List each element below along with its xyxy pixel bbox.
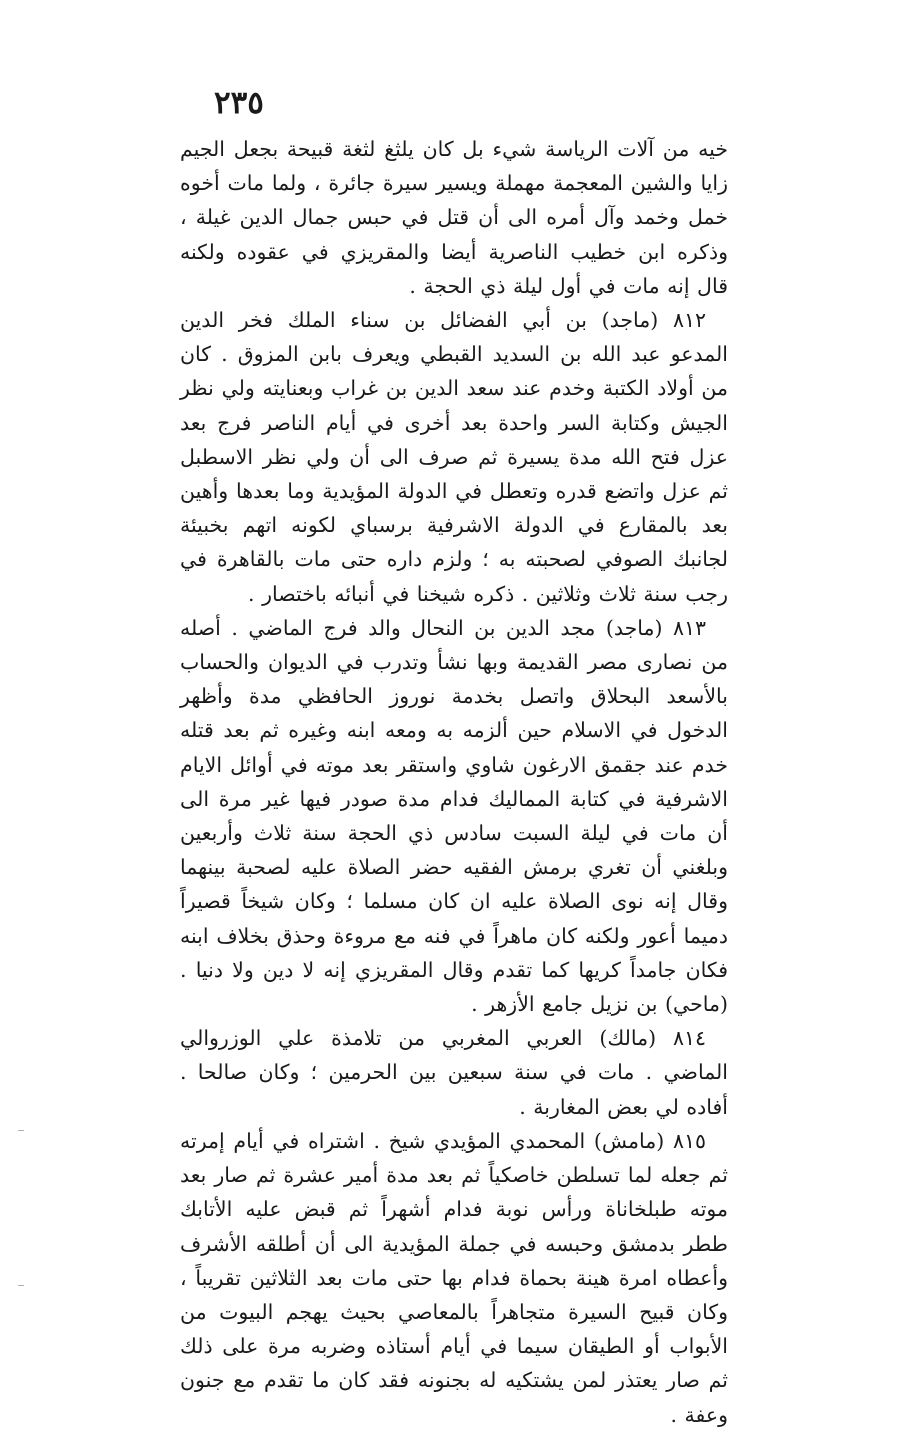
- page-body: [180, 132, 728, 1432]
- page-number: ٢٣٥: [214, 85, 264, 121]
- entry-812: ٨١٢ (ماجد) بن أبي الفضائل بن سناء الملك فخر الدين المدعو عبد الله بن السديد القبطي ويعرف بابن المزوق . كان من أولاد الكتبة وخدم عند سعد الدين بن غراب وبعنايته ولي نظر الجيش وكتابة السر واحدة بعد أخرى في أيام الناصر فرج بعد عزل فتح الله مدة يسيرة ثم صرف الى أن ولي نظر الاسطبل ثم عزل واتضع قدره وتعطل في الدولة المؤيدية وما بعدها وأهين بعد بالمقارع في الدولة الاشرفية برسباي لكونه اتهم بخبيئة لجانبك الصوفي لصحبته به ؛ ولزم داره حتى مات بالقاهرة في رجب سنة ثلاث وثلاثين . ذكره شيخنا في أنبائه باختصار .: [180, 308, 728, 606]
- margin-scan-mark: [18, 1285, 24, 1286]
- entry-814: ٨١٤ (مالك) العربي المغربي من تلامذة علي الوزروالي الماضي . مات في سنة سبعين بين الحرمين ؛ وكان صالحا . أفاده لي بعض المغاربة .: [180, 1026, 728, 1119]
- margin-scan-mark: [18, 1130, 24, 1131]
- paragraph-continuation: خيه من آلات الرياسة شيء بل كان يلثغ لثغة قبيحة بجعل الجيم زايا والشين المعجمة مهملة ويسير سيرة جائرة ، ولما مات أخوه خمل وخمد وآل أمره الى أن قتل في حبس جمال الدين غيلة ، وذكره ابن خطيب الناصرية أيضا والمقريزي في عقوده ولكنه قال إنه مات في أول ليلة ذي الحجة .: [180, 137, 728, 298]
- entry-813: ٨١٣ (ماجد) مجد الدين بن النحال والد فرج الماضي . أصله من نصارى مصر القديمة وبها نشأ وتدرب في الديوان والحساب بالأسعد البحلاق واتصل بخدمة نوروز الحافظي مدة وأظهر الدخول في الاسلام حين ألزمه به ومعه ابنه وغيره ثم بعد قتله خدم عند جقمق الارغون شاوي واستقر بعد موته في أوائل الايام الاشرفية في كتابة المماليك فدام مدة صودر فيها غير مرة الى أن مات في ليلة السبت سادس ذي الحجة سنة ثلاث وأربعين وبلغني أن تغري برمش الفقيه حضر الصلاة عليه لصحبة بينهما وقال إنه نوى الصلاة عليه ان كان مسلما ؛ وكان شيخاً قصيراً دميما أعور ولكنه كان ماهراً في فنه مع مروءة وحذق بخلاف ابنه فكان جامداً كريها كما تقدم وقال المقريزي إنه لا دين ولا دنيا . (ماحي) بن نزيل جامع الأزهر .: [180, 615, 728, 1017]
- entry-815: ٨١٥ (مامش) المحمدي المؤيدي شيخ . اشتراه في أيام إمرته ثم جعله لما تسلطن خاصكياً ثم بعد مدة أمير عشرة ثم صار بعد موته طبلخاناة ورأس نوبة فدام أشهراً ثم قبض عليه الأتابك ططر بدمشق وحبسه في جملة المؤيدية الى أن أطلقه الأشرف وأعطاه امرة هينة بحماة فدام بها حتى مات بعد الثلاثين تقريباً ، وكان قبيح السيرة متجاهراً بالمعاصي بحيث يهجم البيوت من الأبواب أو الطيقان سيما في أيام أستاذه وضربه مرة على ذلك ثم صار يعتذر لمن يشتكيه له بجنونه فقد كان ما تقدم مع جنون وعفة .: [180, 1128, 728, 1427]
